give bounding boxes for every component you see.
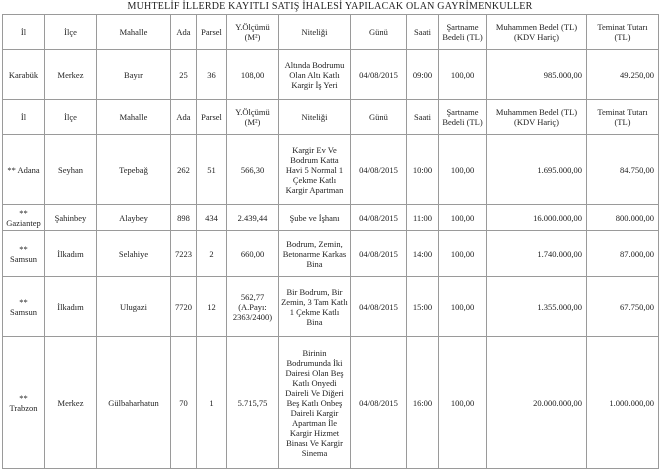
cell-ada: 898 (171, 205, 197, 231)
cell-saati: 09:00 (407, 50, 439, 100)
cell-parsel: 1 (197, 337, 227, 469)
table-row (3, 50, 659, 100)
header-gunu: Günü (351, 100, 407, 135)
cell-sartname: 100,00 (439, 205, 487, 231)
cell-gunu: 04/08/2015 (351, 231, 407, 277)
table-row (3, 277, 659, 337)
cell-ilce: Merkez (45, 337, 97, 469)
cell-teminat: 800.000,00 (587, 205, 659, 231)
cell-ada: 7223 (171, 231, 197, 277)
header-niteligi: Niteliği (279, 15, 351, 50)
cell-il: ** Adana (3, 135, 45, 205)
header-il: İl (3, 15, 45, 50)
cell-sartname: 100,00 (439, 135, 487, 205)
cell-niteligi: Şube ve İşhanı (279, 205, 351, 231)
cell-yuzolcumu: 5.715,75 (227, 337, 279, 469)
cell-niteligi: Altında Bodrumu Olan Altı Katlı Kargir İş Yeri (279, 50, 351, 100)
cell-muhammen: 1.695.000,00 (487, 135, 587, 205)
cell-saati: 11:00 (407, 205, 439, 231)
cell-teminat: 1.000.000,00 (587, 337, 659, 469)
cell-teminat: 84.750,00 (587, 135, 659, 205)
table-row (3, 205, 659, 231)
header-niteligi: Niteliği (279, 100, 351, 135)
cell-ada: 262 (171, 135, 197, 205)
cell-il: Karabük (3, 50, 45, 100)
property-table (2, 14, 659, 469)
cell-muhammen: 1.740.000,00 (487, 231, 587, 277)
cell-muhammen: 1.355.000,00 (487, 277, 587, 337)
header-sartname: Şartname Bedeli (TL) (439, 15, 487, 50)
cell-muhammen: 20.000.000,00 (487, 337, 587, 469)
cell-ilce: İlkadım (45, 231, 97, 277)
header-saati: Saati (407, 15, 439, 50)
table-row (3, 135, 659, 205)
cell-ilce: Seyhan (45, 135, 97, 205)
header-gunu: Günü (351, 15, 407, 50)
cell-parsel: 36 (197, 50, 227, 100)
cell-niteligi: Bodrum, Zemin, Betonarme Karkas Bina (279, 231, 351, 277)
cell-saati: 10:00 (407, 135, 439, 205)
cell-saati: 16:00 (407, 337, 439, 469)
cell-mahalle: Ulugazi (97, 277, 171, 337)
cell-niteligi: Kargir Ev Ve Bodrum Katta Havi 5 Normal 1 Çekme Katlı Kargir Apartman (279, 135, 351, 205)
page-title: MUHTELİF İLLERDE KAYITLI SATIŞ İHALESİ YAPILACAK OLAN GAYRİMENKULLER (127, 1, 533, 12)
header-parsel: Parsel (197, 100, 227, 135)
cell-yuzolcumu: 566,30 (227, 135, 279, 205)
header-ilce: İlçe (45, 100, 97, 135)
cell-gunu: 04/08/2015 (351, 205, 407, 231)
cell-mahalle: Tepebağ (97, 135, 171, 205)
cell-ilce: Merkez (45, 50, 97, 100)
cell-ada: 70 (171, 337, 197, 469)
header-saati: Saati (407, 100, 439, 135)
cell-yuzolcumu: 108,00 (227, 50, 279, 100)
table-header-row-repeat (3, 100, 659, 135)
cell-mahalle: Gülbaharhatun (97, 337, 171, 469)
cell-ilce: Şahinbey (45, 205, 97, 231)
header-muhammen: Muhammen Bedel (TL) (KDV Hariç) (487, 15, 587, 50)
cell-gunu: 04/08/2015 (351, 50, 407, 100)
cell-sartname: 100,00 (439, 337, 487, 469)
cell-saati: 14:00 (407, 231, 439, 277)
cell-parsel: 51 (197, 135, 227, 205)
header-teminat: Teminat Tutarı (TL) (587, 100, 659, 135)
cell-mahalle: Selahiye (97, 231, 171, 277)
cell-sartname: 100,00 (439, 50, 487, 100)
cell-parsel: 12 (197, 277, 227, 337)
header-parsel: Parsel (197, 15, 227, 50)
cell-saati: 15:00 (407, 277, 439, 337)
cell-teminat: 67.750,00 (587, 277, 659, 337)
cell-gunu: 04/08/2015 (351, 135, 407, 205)
header-muhammen: Muhammen Bedel (TL) (KDV Hariç) (487, 100, 587, 135)
cell-ada: 25 (171, 50, 197, 100)
header-sartname: Şartname Bedeli (TL) (439, 100, 487, 135)
cell-il: ** Samsun (3, 231, 45, 277)
cell-parsel: 2 (197, 231, 227, 277)
header-ada: Ada (171, 100, 197, 135)
cell-gunu: 04/08/2015 (351, 277, 407, 337)
header-teminat: Teminat Tutarı (TL) (587, 15, 659, 50)
cell-il: ** Trabzon (3, 337, 45, 469)
header-mahalle: Mahalle (97, 15, 171, 50)
header-yuzolcumu: Y.Ölçümü (M²) (227, 100, 279, 135)
table-row (3, 231, 659, 277)
header-ilce: İlçe (45, 15, 97, 50)
cell-ilce: İlkadım (45, 277, 97, 337)
cell-sartname: 100,00 (439, 231, 487, 277)
header-ada: Ada (171, 15, 197, 50)
cell-teminat: 49.250,00 (587, 50, 659, 100)
cell-niteligi: Bir Bodrum, Bir Zemin, 3 Tam Katlı 1 Çekme Katlı Bina (279, 277, 351, 337)
table-header-row (3, 15, 659, 50)
cell-yuzolcumu: 2.439,44 (227, 205, 279, 231)
cell-muhammen: 16.000.000,00 (487, 205, 587, 231)
cell-il: ** Samsun (3, 277, 45, 337)
cell-gunu: 04/08/2015 (351, 337, 407, 469)
cell-mahalle: Bayır (97, 50, 171, 100)
cell-sartname: 100,00 (439, 277, 487, 337)
cell-il: ** Gaziantep (3, 205, 45, 231)
cell-yuzolcumu: 660,00 (227, 231, 279, 277)
header-yuzolcumu: Y.Ölçümü (M²) (227, 15, 279, 50)
table-row (3, 337, 659, 469)
cell-mahalle: Alaybey (97, 205, 171, 231)
cell-ada: 7720 (171, 277, 197, 337)
cell-yuzolcumu: 562,77 (A.Payı: 2363/2400) (227, 277, 279, 337)
cell-muhammen: 985.000,00 (487, 50, 587, 100)
cell-niteligi: Birinin Bodrumunda İki Dairesi Olan Beş Katlı Onyedi Daireli Ve Diğeri Beş Katlı Onbeş Daireli Kargir Apartman İle Kargir Hizmet Binası Ve Kargir Sinema (279, 337, 351, 469)
header-il: İl (3, 100, 45, 135)
cell-teminat: 87.000,00 (587, 231, 659, 277)
cell-parsel: 434 (197, 205, 227, 231)
header-mahalle: Mahalle (97, 100, 171, 135)
